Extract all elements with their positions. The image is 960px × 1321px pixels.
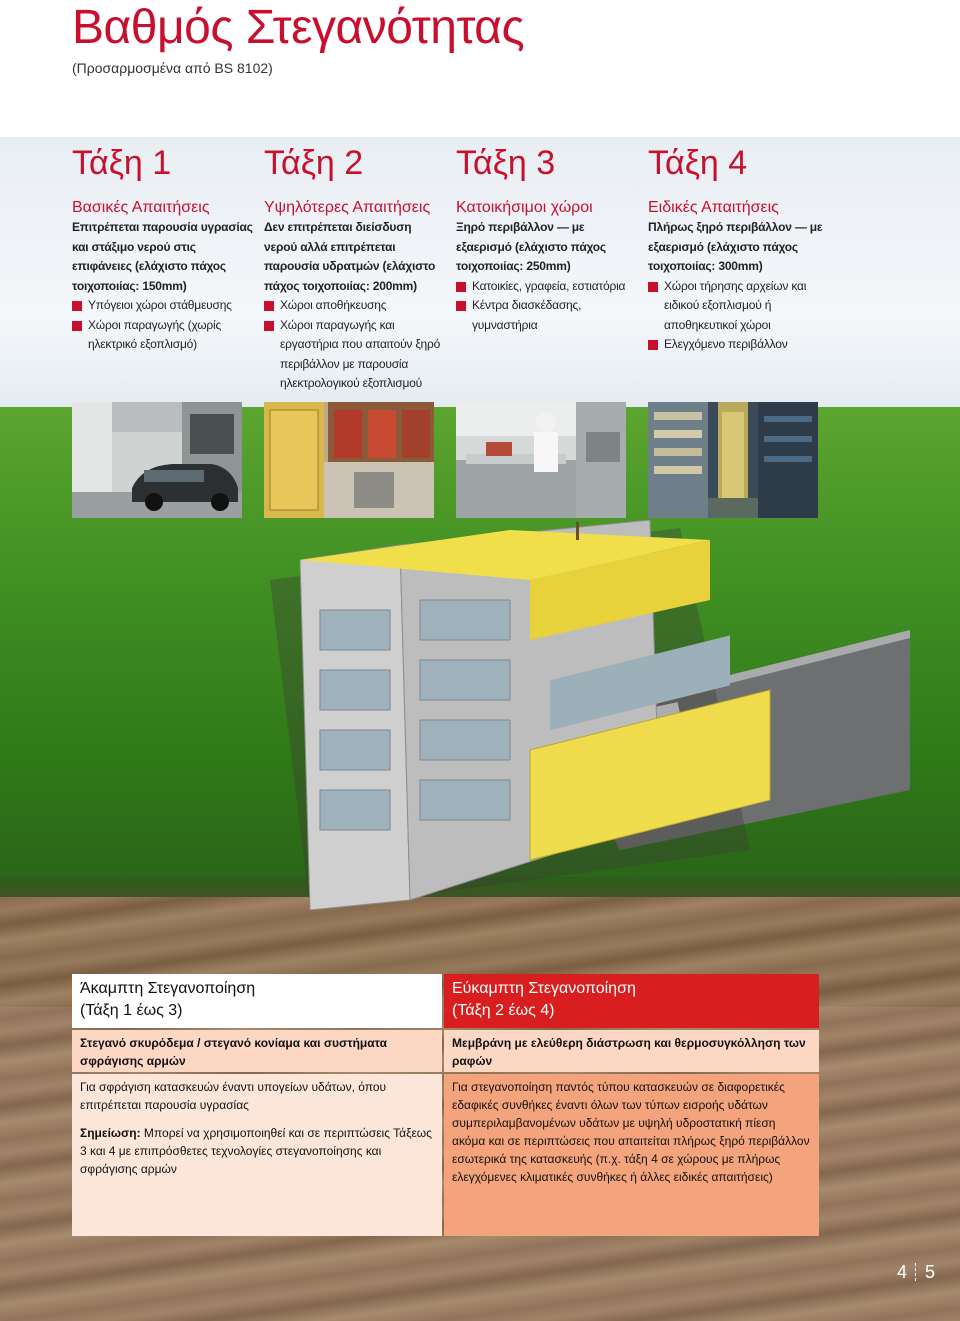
page-numbers bbox=[897, 1262, 935, 1283]
list-item bbox=[72, 296, 254, 316]
rigid-description bbox=[72, 1074, 442, 1236]
class-4-intro: Πλήρως ξηρό περιβάλλον — με εξαερισμό (ελάχιστο πάχος τοιχοποιίας: 300mm) bbox=[648, 220, 823, 273]
class-4-column bbox=[648, 142, 838, 355]
rigid-note bbox=[80, 1124, 434, 1178]
rigid-method bbox=[72, 1030, 442, 1072]
class-1-list bbox=[72, 296, 254, 355]
class-3-heading: Τάξη 3 bbox=[456, 144, 556, 182]
archive-room-photo bbox=[648, 402, 818, 518]
class-1-heading: Τάξη 1 bbox=[72, 144, 172, 182]
rigid-waterproofing-header bbox=[72, 974, 442, 1028]
note-text: Μπορεί να χρησιμοποιηθεί και σε περιπτώσεις Τάξεως 3 και 4 με επιπρόσθετες τεχνολογίες στεγανοποίησης και σφράγισης αρμών bbox=[80, 1126, 432, 1176]
list-item bbox=[264, 296, 446, 316]
class-2-column bbox=[264, 142, 446, 394]
class-1-subheading: Βασικές Απαιτήσεις bbox=[72, 199, 210, 216]
class-3-column bbox=[456, 142, 638, 335]
list-item-text: Υπόγειοι χώροι στάθμευσης bbox=[88, 298, 232, 312]
class-2-subheading: Υψηλότερες Απαιτήσεις bbox=[264, 199, 431, 216]
class-2-intro: Δεν επιτρέπεται διείσδυση νερού αλλά επιτρέπεται παρουσία υδρατμών (ελάχιστο πάχος τοιχοποιίας: 200mm) bbox=[264, 220, 436, 293]
list-item-text: Χώροι αποθήκευσης bbox=[280, 298, 387, 312]
page-number-right: 5 bbox=[925, 1262, 936, 1282]
bullet-square-icon bbox=[648, 340, 658, 350]
flexible-method-text: Μεμβράνη με ελεύθερη διάστρωση και θερμοσυγκόλληση των ραφών bbox=[452, 1036, 806, 1068]
note-label: Σημείωση: bbox=[80, 1126, 141, 1140]
list-item-text: Χώροι τήρησης αρχείων και ειδικού εξοπλισμού ή αποθηκευτικοί χώροι bbox=[664, 278, 807, 332]
bullet-square-icon bbox=[264, 301, 274, 311]
flexible-body-text: Για στεγανοποίηση παντός τύπου κατασκευών σε διαφορετικές εδαφικές συνθήκες έναντι όλων των τύπων εισροής υδάτων συμπεριλαμβανομένων υδάτων με υψηλή υδροστατική πίεση ακόμα και σε περιπτώσεις που απαιτείται πλήρως ξηρό περιβάλλον εσωτερικά της κατασκευής (π.χ. τάξη 4 σε χώρους με πλήρως ελεγχόμενες κλιματικές συνθήκες ή άλλες ειδικές απαιτήσεις) bbox=[452, 1080, 810, 1184]
page-title: Βαθμός Στεγανότητας bbox=[72, 1, 525, 54]
list-item bbox=[456, 296, 638, 335]
bullet-square-icon bbox=[456, 282, 466, 292]
rigid-class-range: (Τάξη 1 έως 3) bbox=[80, 1002, 183, 1019]
list-item-text: Κέντρα διασκέδασης, γυμναστήρια bbox=[472, 298, 582, 332]
rigid-title: Άκαμπτη Στεγανοποίηση bbox=[80, 980, 256, 997]
class-3-intro: Ξηρό περιβάλλον — με εξαερισμό (ελάχιστο πάχος τοιχοποιίας: 250mm) bbox=[456, 220, 606, 273]
class-4-heading: Τάξη 4 bbox=[648, 144, 748, 182]
flexible-title: Εύκαμπτη Στεγανοποίηση bbox=[452, 980, 636, 997]
flexible-waterproofing-header bbox=[444, 974, 819, 1028]
list-item-text: Κατοικίες, γραφεία, εστιατόρια bbox=[472, 278, 626, 293]
page-number-left: 4 bbox=[897, 1262, 908, 1282]
rigid-method-text: Στεγανό σκυρόδεμα / στεγανό κονίαμα και συστήματα σφράγισης αρμών bbox=[80, 1036, 388, 1068]
restaurant-kitchen-photo bbox=[456, 402, 626, 518]
waterproofing-table bbox=[72, 974, 819, 1236]
list-item bbox=[264, 316, 446, 394]
class-3-subheading: Κατοικήσιμοι χώροι bbox=[456, 199, 593, 216]
flexible-method bbox=[444, 1030, 819, 1072]
class-4-list bbox=[648, 277, 838, 355]
class-1-column bbox=[72, 142, 254, 355]
list-item-text: Χώροι παραγωγής (χωρίς ηλεκτρικό εξοπλισμό) bbox=[88, 317, 222, 351]
page-subtitle: (Προσαρμοσμένα από BS 8102) bbox=[72, 60, 273, 76]
class-4-subheading: Ειδικές Απαιτήσεις bbox=[648, 199, 779, 216]
class-2-list bbox=[264, 296, 446, 394]
list-item bbox=[648, 277, 838, 336]
storage-room-photo bbox=[264, 402, 434, 518]
list-item bbox=[456, 277, 638, 297]
class-2-heading: Τάξη 2 bbox=[264, 144, 364, 182]
class-1-intro: Επιτρέπεται παρουσία υγρασίας και στάξιμο νερού στις επιφάνειες (ελάχιστο πάχος τοιχοποιίας: 150mm) bbox=[72, 220, 253, 293]
flexible-class-range: (Τάξη 2 έως 4) bbox=[452, 1002, 555, 1019]
list-item bbox=[72, 316, 254, 355]
building-cutaway-illustration bbox=[150, 520, 910, 910]
flexible-description bbox=[444, 1074, 819, 1236]
class-3-list bbox=[456, 277, 638, 336]
list-item-text: Ελεγχόμενο περιβάλλον bbox=[664, 337, 788, 351]
bullet-square-icon bbox=[72, 301, 82, 311]
rigid-body-text: Για σφράγιση κατασκευών έναντι υπογείων υδάτων, όπου επιτρέπεται παρουσία υγρασίας bbox=[80, 1080, 387, 1112]
list-item bbox=[648, 335, 838, 355]
bullet-square-icon bbox=[456, 301, 466, 311]
bullet-square-icon bbox=[264, 321, 274, 331]
list-item-text: Χώροι παραγωγής και εργαστήρια που απαιτούν ξηρό περιβάλλον με παρουσία ηλεκτρολογικού εξοπλισμού bbox=[280, 317, 441, 390]
page-separator bbox=[915, 1263, 917, 1281]
bullet-square-icon bbox=[648, 282, 658, 292]
parking-garage-photo bbox=[72, 402, 242, 518]
bullet-square-icon bbox=[72, 321, 82, 331]
